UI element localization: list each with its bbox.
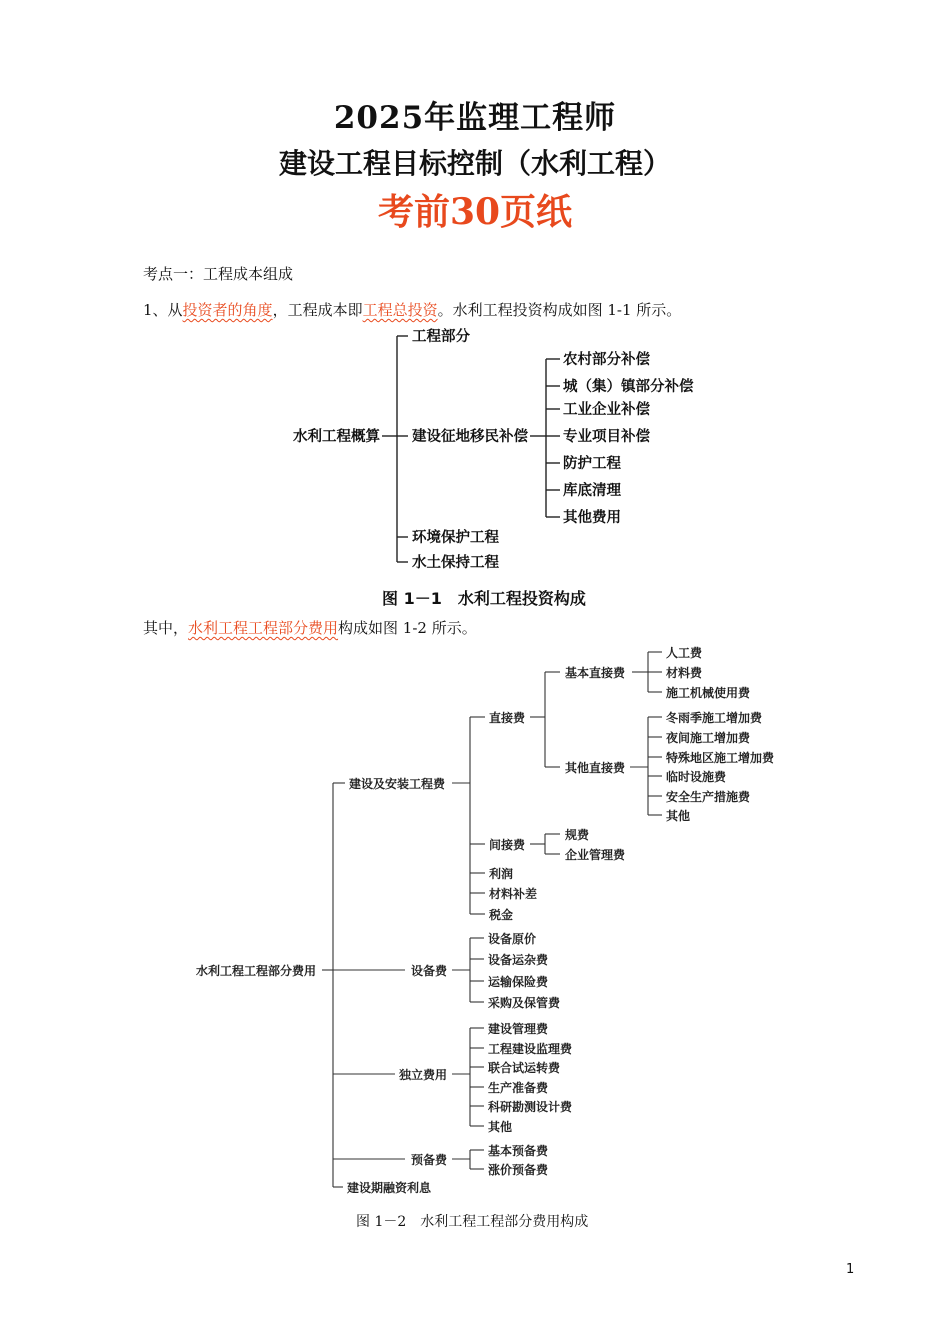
fig1-l2-item: 城（集）镇部分补偿 [563,379,694,395]
fig2-indep-item: 其他 [488,1120,513,1134]
doc-title-highlight: 考前30页纸 [377,191,573,233]
fig2-indep-item: 建设管理费 [488,1022,549,1036]
para1-pre: 1、从 [143,301,183,319]
fig2-jaf-item: 直接费 [489,711,526,725]
fig1-caption: 图 1－1 水利工程投资构成 [382,589,586,608]
fig2-other-item: 特殊地区施工增加费 [666,751,775,765]
fig1-l2-item: 农村部分补偿 [563,352,650,368]
fig2-indep-item: 联合试运转费 [488,1061,561,1075]
fig2-reserve-item: 涨价预备费 [488,1163,549,1177]
fig2-basic-item: 人工费 [666,646,703,660]
fig2-l1-item: 预备费 [411,1153,448,1167]
fig2-caption: 图 1－2 水利工程工程部分费用构成 [356,1214,589,1230]
fig2-indirect-item: 规费 [565,828,590,842]
fig2-l1-item: 建设及安装工程费 [349,777,446,791]
section-heading: 考点一：工程成本组成 [143,265,294,283]
fig1-l2-item: 工业企业补偿 [563,402,650,418]
doc-title-subject: 建设工程目标控制（水利工程） [278,147,671,180]
page-number: 1 [846,1262,855,1277]
fig2-other-item: 临时设施费 [666,770,727,784]
para2-post: 构成如图 1-2 所示。 [338,619,477,637]
fig2-equip-item: 设备运杂费 [488,953,549,967]
fig2-other-item: 冬雨季施工增加费 [666,711,763,725]
fig2-indep-item: 科研勘测设计费 [488,1100,573,1114]
para1-mid: ，工程成本即 [272,301,363,319]
para1-highlight-investor: 投资者的角度 [182,301,273,319]
para1-highlight-total: 工程总投资 [362,301,438,319]
fig2-basic-item: 施工机械使用费 [666,686,751,700]
fig2-equip-item: 设备原价 [488,932,537,946]
fig2-other-item: 夜间施工增加费 [666,731,751,745]
fig2-jaf-item: 税金 [489,908,514,922]
fig1-l1-item: 工程部分 [412,329,470,345]
fig2-equip-item: 运输保险费 [488,975,549,989]
fig1-l1-item: 环境保护工程 [412,530,499,546]
fig2-jaf-item: 间接费 [489,838,526,852]
fig1-l2-item: 专业项目补偿 [563,429,650,445]
para1-post: 。水利工程投资构成如图 1-1 所示。 [437,301,682,319]
fig2-indep-item: 工程建设监理费 [488,1042,573,1056]
fig2-basic-item: 材料费 [666,666,703,680]
fig2-direct-item: 其他直接费 [565,761,626,775]
fig2-l1-item: 设备费 [411,964,448,978]
fig2-indirect-item: 企业管理费 [565,848,626,862]
fig2-indep-item: 生产准备费 [488,1081,549,1095]
fig2-root: 水利工程工程部分费用 [196,964,317,978]
fig2-l1-item: 建设期融资利息 [347,1181,432,1195]
fig1-l2-item: 防护工程 [563,456,621,472]
fig1-l1-item: 水土保持工程 [412,555,499,571]
doc-title-year: 2025年监理工程师 [333,100,617,136]
fig2-l1-item: 独立费用 [399,1068,448,1082]
fig1-l2-item: 其他费用 [563,510,621,526]
fig1-l1-item: 建设征地移民补偿 [412,429,528,445]
para2-highlight: 水利工程工程部分费用 [188,619,339,637]
fig2-jaf-item: 材料补差 [489,887,538,901]
fig2-other-item: 其他 [666,809,691,823]
fig2-jaf-item: 利润 [489,867,514,881]
fig1-l2-item: 库底清理 [563,483,621,499]
fig2-other-item: 安全生产措施费 [666,790,751,804]
para2-pre: 其中， [143,619,189,637]
fig2-reserve-item: 基本预备费 [488,1144,549,1158]
fig2-direct-item: 基本直接费 [565,666,626,680]
fig2-equip-item: 采购及保管费 [488,996,561,1010]
fig1-root: 水利工程概算 [293,429,380,445]
